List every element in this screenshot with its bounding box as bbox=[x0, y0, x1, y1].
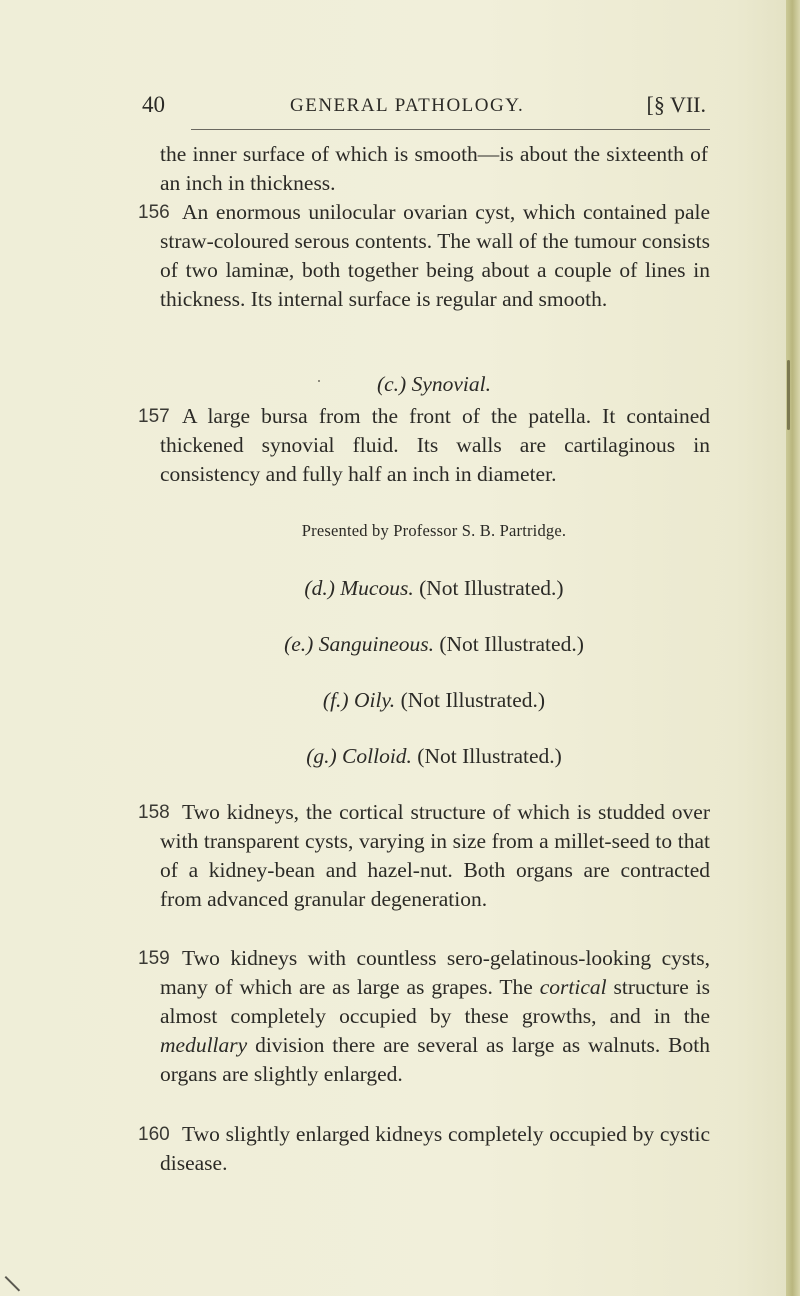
subheading-name: Mucous. bbox=[340, 576, 414, 600]
presented-by-note: Presented by Professor S. B. Partridge. bbox=[301, 521, 567, 540]
entry-number: 157 bbox=[138, 406, 170, 427]
subheading-name: Colloid. bbox=[342, 744, 412, 768]
entry-text bbox=[160, 944, 710, 1089]
entry-159 bbox=[138, 944, 710, 1089]
subheading-note: (Not Illustrated.) bbox=[419, 576, 564, 600]
entry-text-part: structure is almost completely occupied by these growths, and in the bbox=[160, 975, 711, 1028]
subheading-mucous bbox=[160, 574, 708, 603]
entry-text: Two slightly enlarged kidneys completely occupied by cystic disease. bbox=[160, 1122, 710, 1175]
entry-number: 160 bbox=[138, 1124, 170, 1145]
entry-160 bbox=[138, 1120, 710, 1178]
subheading-label: (e.) bbox=[284, 632, 314, 656]
running-header bbox=[142, 92, 712, 124]
subheading-label: (c.) bbox=[376, 372, 407, 396]
entry-158 bbox=[138, 798, 710, 914]
subheading-label: (f.) bbox=[322, 688, 349, 712]
binding-mark bbox=[787, 360, 790, 430]
ink-speck bbox=[318, 380, 320, 382]
subheading-name: Sanguineous. bbox=[318, 632, 434, 656]
subheading-name: Oily. bbox=[353, 688, 396, 712]
subheading-note: (Not Illustrated.) bbox=[439, 632, 584, 656]
entry-number: 158 bbox=[138, 802, 170, 823]
continuation-paragraph: the inner surface of which is smooth—is about the sixteenth of an inch in thickness. bbox=[160, 142, 708, 195]
subheading-colloid bbox=[160, 742, 708, 771]
subheading-label: (g.) bbox=[306, 744, 337, 768]
entry-157 bbox=[138, 402, 710, 489]
page-number: 40 bbox=[142, 92, 165, 117]
subheading-oily bbox=[160, 686, 708, 715]
subheading-sanguineous bbox=[160, 630, 708, 659]
subheading-note: (Not Illustrated.) bbox=[400, 688, 546, 712]
entry-number: 156 bbox=[138, 202, 170, 223]
entry-156 bbox=[138, 198, 710, 314]
entry-text: Two kidneys, the cortical structure of which is studded over with transparent cysts, varying in size from a millet-seed to that of a kidney-bean and hazel-nut. Both organs are contracted from advanced granular degeneration. bbox=[160, 800, 710, 911]
header-rule bbox=[191, 129, 710, 130]
entry-text-part: division there are several as large as walnuts. Both organs are slightly enlarged. bbox=[160, 1033, 710, 1086]
entry-text-part: Two kidneys with countless sero-gelatinous-looking cysts, many of which are as large as grapes. The bbox=[160, 946, 710, 999]
corner-mark bbox=[5, 1276, 21, 1292]
entry-number: 159 bbox=[138, 948, 170, 969]
entry-text: A large bursa from the front of the patella. It contained thickened synovial fluid. Its walls are cartilaginous in consistency and fully half an inch in diameter. bbox=[160, 404, 710, 486]
running-title: GENERAL PATHOLOGY. bbox=[290, 95, 525, 116]
subheading-note: (Not Illustrated.) bbox=[417, 744, 562, 768]
page-binding-edge bbox=[786, 0, 800, 1296]
italic-term-cortical: cortical bbox=[539, 975, 607, 999]
subheading-synovial bbox=[160, 370, 708, 399]
subheading-label: (d.) bbox=[304, 576, 335, 600]
entry-text: An enormous unilocular ovarian cyst, which contained pale straw-coloured serous contents. The wall of the tumour consists of two laminæ, both together being about a couple of lines in thickness. Its internal surface is regular and smooth. bbox=[160, 200, 710, 311]
section-marker: [§ VII. bbox=[646, 92, 706, 117]
subheading-name: Synovial. bbox=[411, 372, 492, 396]
italic-term-medullary: medullary bbox=[160, 1033, 248, 1057]
